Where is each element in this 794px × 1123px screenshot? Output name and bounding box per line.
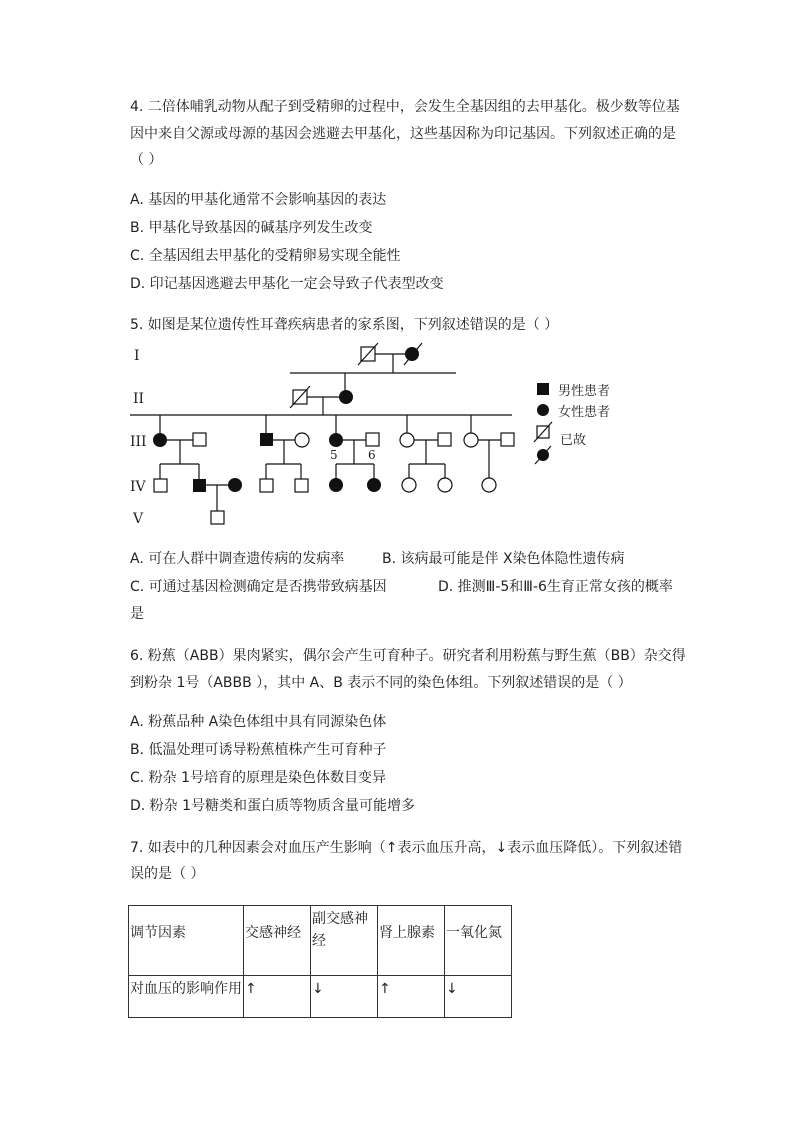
q4-stem-line1: 4. 二倍体哺乳动物从配子到受精卵的过程中，会发生全基因组的去甲基化。极少数等位基 [130, 99, 680, 115]
legend-male-affected: 男性患者 [558, 384, 611, 399]
q6-option-b: B. 低温处理可诱导粉蕉植株产生可育种子 [130, 742, 387, 758]
generation-label-i: I [134, 348, 140, 364]
table-row [129, 976, 512, 1018]
individual-number-5: 5 [330, 448, 338, 462]
q7-stem-line2: 误的是（ ） [130, 866, 205, 882]
table-cell: ↓ [311, 976, 378, 1018]
table-cell: ↓ [445, 976, 512, 1018]
individual-number-6: 6 [368, 448, 376, 462]
generation-label-ii: II [133, 391, 145, 407]
q5-option-a: A. 可在人群中调查遗传病的发病率 [130, 551, 345, 567]
q5-option-d-cont: 是 [130, 606, 144, 622]
q4-option-b: B. 甲基化导致基因的碱基序列发生改变 [130, 220, 373, 236]
q5-option-c: C. 可通过基因检测确定是否携带致病基因 [130, 579, 387, 595]
legend-deceased: 已故 [560, 433, 587, 448]
pedigree-chart [0, 335, 794, 535]
q7-table [128, 905, 512, 1018]
table-row [129, 906, 512, 976]
q6-stem-line2: 到粉杂 1号（ABBB ），其中 A、B 表示不同的染色体组。下列叙述错误的是（ ） [130, 675, 632, 691]
generation-label-v: V [133, 511, 144, 527]
table-cell: ↑ [378, 976, 445, 1018]
q5-stem: 5. 如图是某位遗传性耳聋疾病患者的家系图，下列叙述错误的是（ ） [130, 317, 559, 333]
table-cell: 一氧化氮 [445, 906, 512, 976]
table-cell: 肾上腺素 [378, 906, 445, 976]
table-cell [311, 906, 378, 976]
q4-option-d: D. 印记基因逃避去甲基化一定会导致子代表型改变 [130, 276, 444, 292]
table-cell: ↑ [244, 976, 311, 1018]
q4-stem-line2: 因中来自父源或母源的基因会逃避去甲基化，这些基因称为印记基因。下列叙述正确的是 [130, 126, 676, 142]
q6-stem-line1: 6. 粉蕉（ABB）果肉紧实，偶尔会产生可育种子。研究者利用粉蕉与野生蕉（BB）杂交得 [130, 648, 686, 664]
legend-male-affected-icon [537, 383, 549, 395]
q5-option-d: D. 推测Ⅲ-5和Ⅲ-6生育正常女孩的概率 [438, 579, 673, 595]
table-cell: 交感神经 [244, 906, 311, 976]
q7-stem-line1: 7. 如表中的几种因素会对血压产生影响（↑表示血压升高，↓表示血压降低）。下列叙述错 [130, 840, 683, 856]
q4-option-c: C. 全基因组去甲基化的受精卵易实现全能性 [130, 248, 401, 264]
generation-label-iv: IV [130, 479, 146, 495]
q4-stem-line3: （ ） [130, 152, 163, 168]
legend-female-affected-icon [537, 404, 549, 416]
q6-option-c: C. 粉杂 1号培育的原理是染色体数目变异 [130, 770, 387, 786]
q4-option-a: A. 基因的甲基化通常不会影响基因的表达 [130, 192, 387, 208]
generation-label-iii: III [130, 434, 147, 450]
q6-option-a: A. 粉蕉品种 A染色体组中具有同源染色体 [130, 714, 387, 730]
q6-option-d: D. 粉杂 1号糖类和蛋白质等物质含量可能增多 [130, 798, 416, 814]
table-cell: 对血压的影响作用 [129, 976, 244, 1018]
table-cell-line2: 经 [312, 933, 326, 949]
table-cell: 调节因素 [129, 906, 244, 976]
legend-female-affected: 女性患者 [558, 405, 611, 420]
table-cell-line1: 副交感神 [312, 911, 368, 927]
q5-option-b: B. 该病最可能是伴 X染色体隐性遗传病 [382, 551, 625, 567]
